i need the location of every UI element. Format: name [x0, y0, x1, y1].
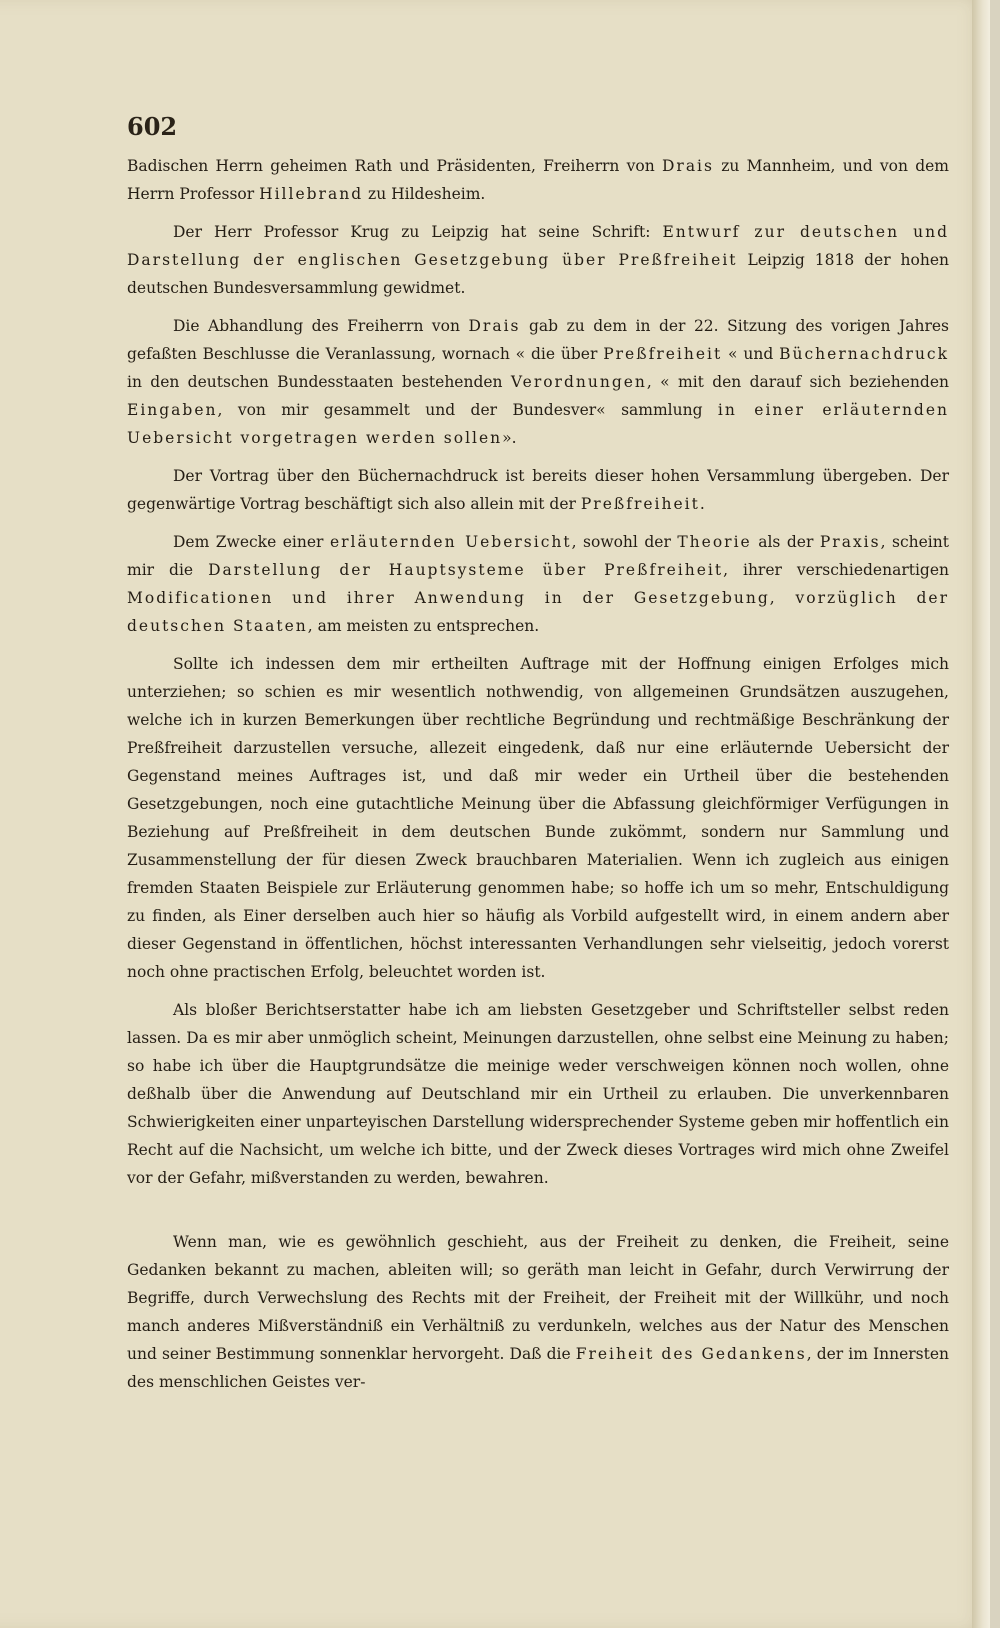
text-run: , scheint mir die [127, 533, 949, 579]
text-run: Der Herr Professor Krug zu Leipzig hat seine Schrift: [173, 223, 663, 241]
text-run: , der im Innersten des menschlichen Geistes ver- [127, 1345, 949, 1391]
text-run: ». [502, 429, 517, 447]
spaced-emphasis-text: Entwurf zur deutschen und Darstellung der englischen Gesetzgebung über Preßfreiheit [127, 223, 949, 269]
text-run: , am meisten zu entsprechen. [307, 617, 540, 635]
page-edge-shadow [972, 0, 990, 1628]
text-run: . [699, 495, 705, 513]
paragraph [127, 218, 949, 302]
paragraph [127, 312, 949, 452]
text-run: Sollte ich indessen dem mir ertheilten Auftrage mit der Hoffnung einigen Erfolges mich unterziehen; so schien es mir wesentlich nothwendig, von allgemeinen Grundsätzen auszugehen, welche ich in kurzen Bemerkungen über rechtliche Begründung und rechtmäßige Beschränkung der Preßfreiheit darzustellen versuche, allezeit eingedenk, daß nur eine erläuternde Uebersicht der Gegenstand meines Auftrages ist, und daß mir weder ein Urtheil über die bestehenden Gesetzgebungen, noch eine gutachtliche Meinung über die Abfassung gleichförmiger Verfügungen in Beziehung auf Preßfreiheit in dem deutschen Bunde zukömmt, sondern nur Sammlung und Zusammenstellung der für diesen Zweck brauchbaren Materialien. Wenn ich zugleich aus einigen fremden Staaten Beispiele zur Erläuterung genommen habe; so hoffe ich um so mehr, Entschuldigung zu finden, als Einer derselben auch hier so häufig als Vorbild aufgestellt wird, in einem andern aber dieser Gegenstand in öffentlichen, höchst interessanten Verhandlungen sehr vielseitig, jedoch vorerst noch ohne practischen Erfolg, beleuchtet worden ist. [127, 655, 949, 981]
paragraph [127, 650, 949, 986]
text-run: Der Vortrag über den Büchernachdruck ist bereits dieser hohen Versammlung übergeben. Der gegenwärtige Vortrag beschäftigt sich also allein mit der [127, 467, 949, 513]
text-run: , sowohl der [571, 533, 678, 551]
spaced-emphasis-text: in einer erläuternden Uebersicht vorgetragen werden sollen [127, 401, 950, 447]
text-run: zu Mannheim, und von dem Herrn Professor [127, 157, 949, 203]
page-number: 602 [127, 112, 178, 141]
text-run: Badischen Herrn geheimen Rath und Präsidenten, Freiherrn von [127, 157, 662, 175]
paragraph [127, 996, 949, 1192]
spaced-emphasis-text: erläuternden Uebersicht [329, 533, 572, 551]
text-run: , « mit den darauf sich beziehenden [646, 373, 949, 391]
paragraph [127, 1228, 949, 1396]
paragraph [127, 152, 949, 208]
spaced-emphasis-text: Theorie [677, 533, 752, 551]
spaced-emphasis-text: Preßfreiheit [603, 345, 723, 363]
paragraph [127, 528, 949, 640]
text-run: Wenn man, wie es gewöhnlich geschieht, aus der Freiheit zu denken, die Freiheit, seine Gedanken bekannt zu machen, ableiten will; so geräth man leicht in Gefahr, durch Verwirrung der Begriffe, durch Verwechslung des Rechts mit der Freiheit, der Freiheit mit der Willkühr, und noch manch anderes Mißverständniß ein Verhältniß zu verdunkeln, welches aus der Natur des Menschen und seiner Bestimmung sonnenklar hervorgeht. Daß die [127, 1233, 949, 1363]
spaced-emphasis-text: Hillebrand [259, 185, 364, 203]
spaced-emphasis-text: Preßfreiheit [580, 495, 700, 513]
text-run: Dem Zwecke einer [173, 533, 330, 551]
spaced-emphasis-text: Freiheit des Gedankens [575, 1345, 807, 1363]
spaced-emphasis-text: Modificationen und ihrer Anwendung in der Gesetzgebung, vorzüglich der deutschen Staaten [127, 589, 949, 635]
text-run: Leipzig 1818 der hohen deutschen Bundesversammlung gewidmet. [127, 251, 949, 297]
text-run: Die Abhandlung des Freiherrn von [173, 317, 469, 335]
text-run: in den deutschen Bundesstaaten bestehenden [127, 373, 511, 391]
text-run: , von mir gesammelt und der Bundesver« sammlung [217, 401, 718, 419]
spaced-emphasis-text: Verordnungen [510, 373, 647, 391]
spaced-emphasis-text: Drais [468, 317, 521, 335]
text-run: Als bloßer Berichtserstatter habe ich am liebsten Gesetzgeber und Schriftsteller selbst reden lassen. Da es mir aber unmöglich scheint, Meinungen darzustellen, ohne selbst eine Meinung zu haben; so habe ich über die Hauptgrundsätze die meinige weder verschweigen können noch wollen, ohne deßhalb über die Anwendung auf Deutschland mir ein Urtheil zu erlauben. Die unverkennbaren Schwierigkeiten einer unparteyischen Darstellung widersprechender Systeme geben mir hoffentlich ein Recht auf die Nachsicht, um welche ich bitte, und der Zweck dieses Vortrages wird mich ohne Zweifel vor der Gefahr, mißverstanden zu werden, bewahren. [127, 1001, 949, 1187]
text-run: « und [722, 345, 780, 363]
spaced-emphasis-text: Darstellung der Hauptsysteme über Preßfreiheit [208, 561, 724, 579]
text-run: zu Hildesheim. [363, 185, 486, 203]
spaced-emphasis-text: Büchernachdruck [779, 345, 950, 363]
spaced-emphasis-text: Eingaben [127, 401, 218, 419]
paragraph [127, 462, 949, 518]
text-run: , ihrer verschiedenartigen [723, 561, 949, 579]
spaced-emphasis-text: Praxis [819, 533, 881, 551]
spaced-emphasis-text: Drais [661, 157, 714, 175]
text-run: gab zu dem in der 22. Sitzung des vorigen Jahres gefaßten Beschlusse die Veranlassung, wornach « die über [127, 317, 949, 363]
body-text [127, 152, 949, 1406]
text-run: als der [751, 533, 820, 551]
